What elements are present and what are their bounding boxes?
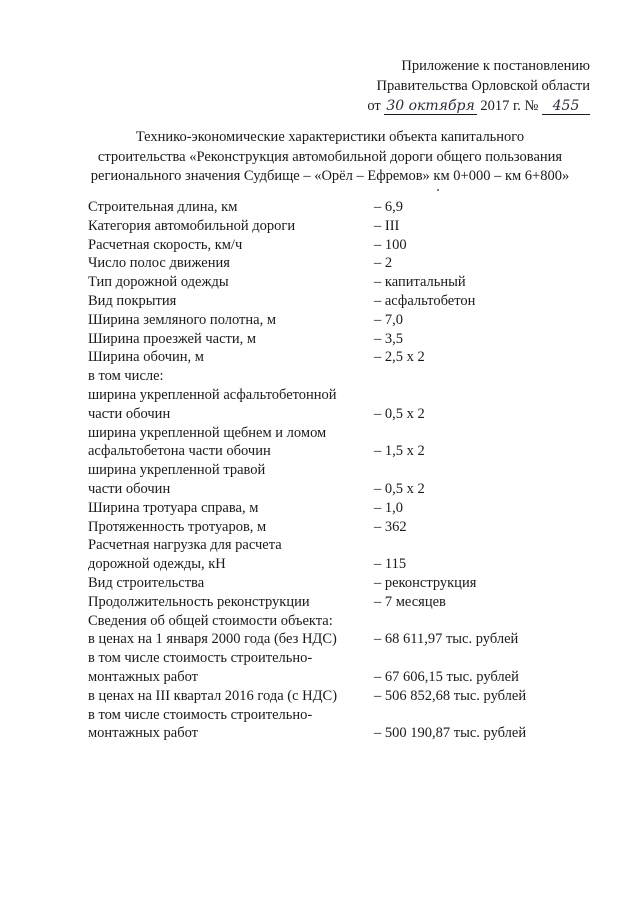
- spec-label: дорожной одежды, кН: [88, 556, 226, 573]
- handwritten-date: 30 октября: [386, 98, 475, 114]
- spec-value: – 6,9: [374, 199, 403, 215]
- spec-row: [88, 668, 588, 687]
- spec-value: [374, 612, 588, 631]
- spec-label: Число полос движения: [88, 255, 230, 272]
- spec-row: [88, 593, 588, 612]
- spec-label: Расчетная нагрузка для расчета: [88, 537, 282, 554]
- spec-label: Расчетная скорость, км/ч: [88, 236, 243, 253]
- spec-row: [88, 574, 588, 593]
- spec-row: [88, 461, 588, 480]
- spec-row: [88, 311, 588, 330]
- spec-value: – реконструкция: [374, 574, 477, 591]
- spec-label: части обочин: [88, 480, 171, 497]
- spec-label: в том числе:: [88, 368, 164, 385]
- spec-value: – 362: [374, 518, 407, 535]
- spec-row: [88, 536, 588, 555]
- spec-row: [88, 424, 588, 443]
- spec-label: Вид строительства: [88, 574, 205, 591]
- spec-value: – 1,0: [374, 499, 403, 516]
- appendix-date-line: [330, 96, 590, 116]
- spec-row: [88, 555, 588, 574]
- spec-row: [88, 254, 588, 273]
- spec-label: в том числе стоимость строительно-: [88, 650, 313, 667]
- title-line-2: строительства «Реконструкция автомобильной дороги общего пользования: [97, 148, 563, 165]
- spec-value: – 68 611,97 тыс. рублей: [374, 631, 519, 648]
- spec-value: – 67 606,15 тыс. рублей: [374, 668, 519, 685]
- spec-value: – 7 месяцев: [374, 593, 446, 610]
- spec-row: [88, 386, 588, 405]
- spec-label: Ширина тротуара справа, м: [88, 499, 259, 516]
- spec-value: – 7,0: [374, 311, 403, 328]
- year-text: 2017 г. №: [480, 98, 539, 114]
- title-line-1: Технико-экономические характеристики объекта капитального: [135, 129, 525, 145]
- spec-value: [374, 649, 588, 668]
- appendix-header: [330, 56, 590, 116]
- spec-row: [88, 649, 588, 668]
- spec-label: части обочин: [88, 405, 171, 422]
- handwritten-number: 455: [542, 98, 590, 115]
- spec-label: Продолжительность реконструкции: [88, 593, 310, 610]
- appendix-line-1: Приложение к постановлению: [401, 58, 590, 74]
- spec-value: [374, 536, 588, 555]
- spec-value: – 0,5 х 2: [374, 480, 425, 497]
- spec-value: [374, 706, 588, 725]
- spec-label: в ценах на 1 января 2000 года (без НДС): [88, 631, 337, 648]
- spec-label: Ширина обочин, м: [88, 349, 204, 366]
- spec-value: – 1,5 х 2: [374, 443, 425, 460]
- spec-label: ширина укрепленной щебнем и ломом: [88, 424, 327, 441]
- spec-row: [88, 706, 588, 725]
- spec-row: [88, 330, 588, 349]
- spec-label: в ценах на III квартал 2016 года (с НДС): [88, 687, 338, 704]
- spec-value: – 100: [374, 236, 407, 253]
- spec-row: [88, 217, 588, 236]
- spec-label: в том числе стоимость строительно-: [88, 706, 313, 723]
- spec-label: Строительная длина, км: [88, 199, 238, 215]
- spec-row: [88, 518, 588, 537]
- spec-row: [88, 499, 588, 518]
- spec-value: – III: [374, 217, 400, 234]
- spec-value: [374, 386, 588, 405]
- spec-value: [374, 461, 588, 480]
- spec-label: Протяженность тротуаров, м: [88, 518, 267, 535]
- specifications-list: [88, 198, 588, 743]
- spec-row: [88, 612, 588, 631]
- spec-row: [88, 367, 588, 386]
- spec-row: [88, 442, 588, 461]
- spec-row: [88, 273, 588, 292]
- spec-value: – 2,5 х 2: [374, 349, 425, 366]
- spec-row: [88, 724, 588, 743]
- spec-value: – капитальный: [374, 274, 466, 291]
- spec-value: – асфальтобетон: [374, 292, 476, 309]
- spec-value: [374, 424, 588, 443]
- spec-value: – 2: [374, 255, 393, 272]
- spec-label: Ширина проезжей части, м: [88, 330, 257, 347]
- spec-row: [88, 292, 588, 311]
- spec-row: [88, 687, 588, 706]
- spec-label: Сведения об общей стоимости объекта:: [88, 612, 333, 629]
- date-prefix: от: [367, 98, 381, 114]
- spec-label: ширина укрепленной травой: [88, 462, 266, 479]
- spec-value: [374, 367, 588, 386]
- spec-value: – 115: [374, 556, 407, 573]
- spec-value: – 506 852,68 тыс. рублей: [374, 687, 527, 704]
- spec-value: – 3,5: [374, 330, 403, 347]
- spec-label: асфальтобетона части обочин: [88, 443, 271, 460]
- spec-row: [88, 480, 588, 499]
- spec-label: Ширина земляного полотна, м: [88, 311, 277, 328]
- spec-row: [88, 236, 588, 255]
- spec-label: Тип дорожной одежды: [88, 274, 229, 291]
- spec-row: [88, 198, 588, 217]
- spec-row: [88, 348, 588, 367]
- spec-value: – 500 190,87 тыс. рублей: [374, 725, 527, 742]
- spec-row: [88, 405, 588, 424]
- document-title: [70, 128, 590, 187]
- spec-row: [88, 630, 588, 649]
- spec-label: монтажных работ: [88, 725, 198, 742]
- spec-label: Вид покрытия: [88, 292, 177, 309]
- spec-label: монтажных работ: [88, 668, 198, 685]
- spec-label: ширина укрепленной асфальтобетонной: [88, 386, 337, 403]
- spec-value: – 0,5 х 2: [374, 405, 425, 422]
- title-line-3: регионального значения Судбище – «Орёл – Ефремов» км 0+000 – км 6+800»: [90, 168, 570, 184]
- spec-label: Категория автомобильной дороги: [88, 217, 296, 234]
- scan-speck: [437, 189, 439, 191]
- appendix-line-2: Правительства Орловской области: [376, 78, 590, 94]
